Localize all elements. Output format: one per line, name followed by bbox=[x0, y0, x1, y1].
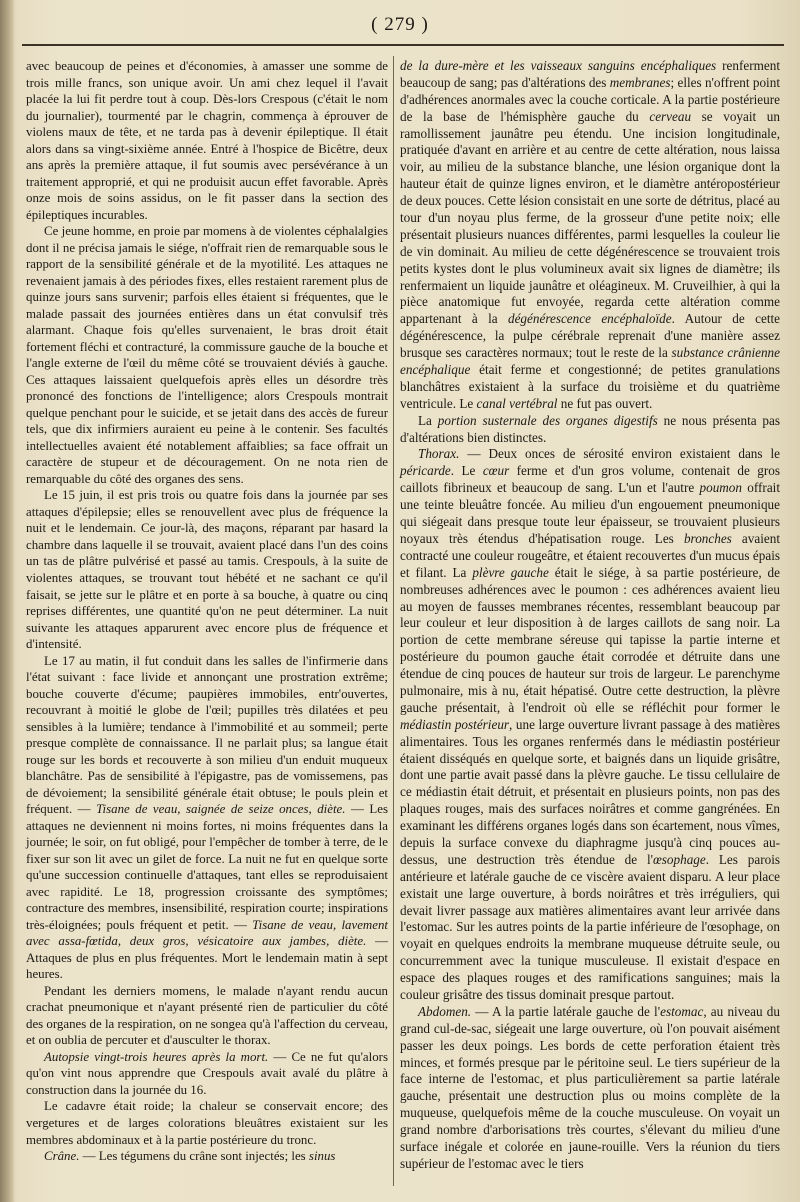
paragraph: avec beaucoup de peines et d'économies, à amasser une somme de trois mille francs, son unique avoir. Un ami chez lequel il l'avait placée la lui fit perdre tout à coup. Dès-lors Crespous (c'était le nom du journalier), tourmenté par le chagrin, commença à éprouver de violens maux de tête, et ne tarda pas à devenir épileptique. Il était alors dans sa vingt-sixième année. Entré à l'hospice de Bicêtre, deux ans après la première attaque, il fut soumis avec persévérance à un traitement approprié, et qui ne produisit aucun effet favorable. Après onze mois de soins assidus, on le fit passer dans la section des épileptiques incurables. bbox=[26, 59, 388, 222]
paragraph: Crâne. — Les tégumens du crâne sont injectés; les sinus bbox=[44, 1149, 336, 1164]
paragraph: Pendant les derniers momens, le malade n'ayant rendu aucun crachat pneumonique et n'ayant présenté rien de particulier du côté des organes de la respiration, on ne songea qu'à l'affection du cerveau, et on oublia de percuter et d'ausculter le thorax. bbox=[26, 983, 388, 1048]
right-column bbox=[400, 58, 780, 1173]
paragraph: Ce jeune homme, en proie par momens à de violentes céphalalgies dont il ne précisa jamais le siége, n'offrait rien de remarquable sous le rapport de la sensibilité générale et de la myotilité. Les attaques ne revenaient jamais à des périodes fixes, elles restaient rarement plus de quinze jours sans survenir; parfois elles étaient si fréquentes, que le malade passait des journées entières dans un état convulsif très alarmant. Chaque fois qu'elles survenaient, le bras droit était fortement fléchi et contracturé, la commissure gauche de la bouche et l'angle externe de l'œil du même côté se trouvaient déviés à gauche. Ces attaques laissaient quelquefois après elles un désordre très prononcé des fonctions de l'intelligence; alors Crespouls montrait quelque penchant pour le suicide, et se jetait dans des accès de fureur tels, que dix infirmiers auraient eu peine à le contenir. Ses facultés intellectuelles avaient été notablement affaiblies; sa face offrait un caractère de stupeur et de découragement. On ne nota rien de remarquable du côté des organes des sens. bbox=[26, 224, 388, 486]
page-spine bbox=[0, 0, 14, 1202]
paragraph: de la dure-mère et les vaisseaux sanguins encéphaliques renferment beaucoup de sang; pas d'altérations des membranes; elles n'offrent point d'adhérences anormales avec la couche corticale. A la partie postérieure de la base de l'hémisphère gauche du cerveau se voyait un ramollissement jaunâtre peu étendu. Une incision longitudinale, pratiquée d'avant en arrière et au centre de cette altération, nous laissa voir, au milieu de la substance blanche, une lésion organique dont la hauteur était de quinze lignes environ, et le diamètre antéropostérieur de deux pouces. Cette lésion consistait en une sorte de détritus, placé au tour d'un noyau plus ferme, de la grosseur d'une petite noix; elle présentait plusieurs nuances différentes, parmi lesquelles la couleur lie de vin dominait. Au milieu de cette dégénérescence se trouvaient trois petits kystes dont le plus volumineux avait six lignes de diamètre; ils renfermaient un liquide jaunâtre et oléagineux. M. Cruveilhier, à qui la pièce anatomique fut envoyée, regarda cette altération comme appartenant à la dégénérescence encéphaloïde. Autour de cette dégénérescence, la pulpe cérébrale reprenait d'une manière assez brusque ses caractères normaux; tout le reste de la substance crânienne encéphalique était ferme et congestionné; de petites granulations blanchâtres existaient à la surface du troisième et du quatrième ventricule. Le canal vertébral ne fut pas ouvert. bbox=[400, 58, 781, 411]
column-divider bbox=[393, 56, 394, 1186]
paragraph: Le 17 au matin, il fut conduit dans les salles de l'infirmerie dans l'état suivant : face livide et annonçant une prostration extrême; bouche couverte d'écume; paupières immobiles, entr'ouvertes, recouvrant à moitié le globe de l'œil; pupilles très dilatées et peu sensibles à la lumière; tendance à l'immobilité et au sommeil; perte presque complète de connaissance. Il ne parlait plus; sa langue était rouge sur les bords et recouverte à son milieu d'un enduit muqueux blanchâtre. Pas de sensibilité à l'épigastre, pas de vomissemens, pas de dévoiement; la sensibilité générale était obtuse; le pouls plein et fréquent. — Tisane de veau, saignée de seize onces, diète. — Les attaques ne deviennent ni moins fortes, ni moins fréquentes dans la journée; le soir, on fut obligé, pour l'empêcher de tomber à terre, de le fixer sur son lit avec un gilet de force. La nuit ne fut en quelque sorte qu'une succession continuelle d'attaques, tant elles se reproduisaient avec rapidité. Le 18, progression croissante des symptômes; contracture des membres, insensibilité, respiration courte; inspirations très-éloignées; pouls fréquent et petit. — Tisane de veau, lavement avec assa-fœtida, deux gros, vésicatoire aux jambes, diète. — Attaques de plus en plus fréquentes. Mort le lendemain matin à sept heures. bbox=[26, 653, 388, 982]
paragraph: Le 15 juin, il est pris trois ou quatre fois dans la journée par ses attaques d'épilepsie; elles se renouvellent avec plus de fréquence la nuit et le lendemain. Ce jour-là, des maçons, réparant par hasard la chambre dans laquelle il se trouvait, avaient placé dans l'un des coins un tas de plâtre pulvérisé et passé au tamis. Crespouls, à la suite de violentes attaques, se trouvant tout hébété et ne sachant ce qu'il faisait, se jette sur le plâtre et en porte à sa bouche, à quatre ou cinq reprises différentes, une quantité qu'on ne peut déterminer. La nuit suivante les attaques apparurent avec encore plus de fréquence et d'intensité. bbox=[26, 488, 388, 652]
header-rule bbox=[22, 44, 784, 46]
paragraph: Thorax. — Deux onces de sérosité environ existaient dans le péricarde. Le cœur ferme et d'un gros volume, contenait de gros caillots fibrineux et beaucoup de sang. L'un et l'autre poumon offrait une teinte bleuâtre foncée. Au milieu d'un engouement pneumonique qui siégeait dans presque toute leur épaisseur, se trouvaient plusieurs noyaux très étendus d'hépatisation rouge. Les bronches avaient contracté une couleur rougeâtre, et étaient recouvertes d'un mucus épais et filant. La plèvre gauche était le siége, à sa partie postérieure, de nombreuses adhérences avec le poumon : ces adhérences avaient lieu au moyen de fausses membranes récentes, ressemblant beaucoup par leur couleur et leur disposition à de larges caillots de sang noir. La portion de cette membrane séreuse qui tapisse la partie interne et postérieure du poumon gauche était corrodée et détruite dans une étendue de cinq pouces de hauteur sur trois de largeur. Le parenchyme pulmonaire, mis à nu, était hépatisé. Outre cette destruction, la plèvre gauche présentait, à l'endroit où elle se réfléchit pour former le médiastin postérieur, une large ouverture livrant passage à des matières alimentaires. Tous les organes renfermés dans le médiastin postérieur étaient disséqués en quelque sorte, et baignés dans un liquide grisâtre, dont une partie avait passé dans la plèvre gauche. Le tissu cellulaire de ce médiastin était détruit, et présentait en plusieurs points, non pas des plaques rouges, mais des surfaces noirâtres et comme gangrénées. En examinant les différens organes logés dans son écartement, nous vîmes, depuis la surface convexe du diaphragme jusqu'à cinq pouces au-dessus, une destruction très étendue de l'œsophage. Les parois antérieure et latérale gauche de ce viscère avaient disparu. A leur place existait une large ouverture, à bords noirâtres et très irréguliers, qui devait livrer passage aux matières alimentaires avant leur arrivée dans l'estomac. Sur les autres points de la partie inférieure de l'œsophage, on voyait en quelques endroits la membrane muqueuse détruite seule, ou concurremment avec la tunique musculeuse. Il existait d'espace en espace des plaques rouges et des ramifications sanguines; mais la couleur grisâtre des tissus dominait presque partout. bbox=[400, 446, 781, 1002]
page-number: ( 279 ) bbox=[371, 14, 429, 35]
paragraph: Abdomen. — A la partie latérale gauche de l'estomac, au niveau du grand cul-de-sac, siégeait une large ouverture, où l'on pouvait aisément passer les deux poings. Les bords de cette perforation étaient très minces, et formés presque par le péritoine seul. Le tiers supérieur de la face interne de l'estomac, et plus particulièrement sa partie latérale gauche, présentait une destruction plus ou moins complète de la muqueuse, quelquefois même de la couche musculeuse. On voyait un grand nombre d'arborisations très courtes, s'élevant du milieu d'une surface inégale et colorée en jaune-rouille. Vers la réunion du tiers supérieur de l'estomac avec le tiers bbox=[400, 1003, 780, 1171]
paragraph: Autopsie vingt-trois heures après la mort. — Ce ne fut qu'alors qu'on vint nous apprendre que Crespouls avait avalé du plâtre à construction dans la journée du 16. bbox=[26, 1049, 388, 1097]
paragraph: Le cadavre était roide; la chaleur se conservait encore; des vergetures et de larges colorations bleuâtres existaient sur les membres abdominaux et à la partie postérieure du tronc. bbox=[26, 1099, 388, 1147]
left-column bbox=[26, 58, 388, 1165]
paragraph: La portion susternale des organes digestifs ne nous présenta pas d'altérations bien distinctes. bbox=[400, 412, 781, 445]
